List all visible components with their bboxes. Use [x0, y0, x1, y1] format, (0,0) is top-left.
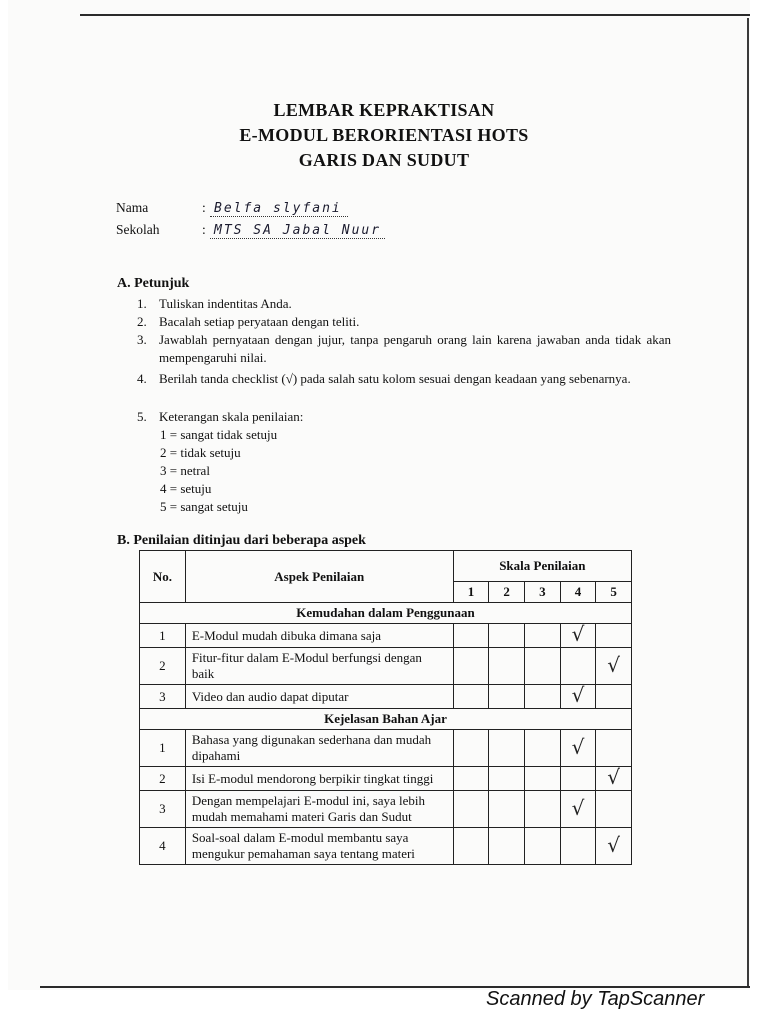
rating-cell-5[interactable] — [596, 828, 632, 865]
row-number: 1 — [140, 624, 186, 648]
scale-col-1: 1 — [453, 582, 489, 603]
row-aspect: Fitur-fitur dalam E-Modul berfungsi dengan baik — [185, 648, 453, 685]
scale-legend-item: 1 = sangat tidak setuju — [160, 427, 278, 442]
scale-col-2: 2 — [489, 582, 525, 603]
table-row — [140, 730, 632, 767]
row-aspect: Isi E-modul mendorong berpikir tingkat tinggi — [185, 767, 453, 791]
rating-cell-3[interactable] — [525, 624, 561, 648]
scale-legend-item: 2 = tidak setuju — [160, 445, 241, 460]
table-row — [140, 791, 632, 828]
rating-cell-4[interactable] — [560, 685, 596, 709]
instruction-item: 5. Keterangan skala penilaian: — [137, 409, 304, 424]
rating-cell-5[interactable] — [596, 791, 632, 828]
rating-cell-4[interactable] — [560, 624, 596, 648]
identity-school-label: Sekolah — [116, 222, 160, 237]
identity-school-value: MTS SA Jabal Nuur — [210, 223, 385, 239]
rating-cell-4[interactable] — [560, 828, 596, 865]
doc-title-line-2: E-MODUL BERORIENTASI HOTS — [239, 125, 529, 145]
rating-cell-2[interactable] — [489, 624, 525, 648]
scale-legend-item: 5 = sangat setuju — [160, 499, 248, 514]
rating-cell-2[interactable] — [489, 767, 525, 791]
row-number: 4 — [140, 828, 186, 865]
row-aspect: Video dan audio dapat diputar — [185, 685, 453, 709]
row-number: 2 — [140, 648, 186, 685]
instruction-item: 1. Tuliskan indentitas Anda. — [137, 296, 292, 311]
instruction-item: 4. Berilah tanda checklist (√) pada salah satu kolom sesuai dengan keadaan yang sebenarnya. — [137, 371, 631, 386]
rating-cell-2[interactable] — [489, 648, 525, 685]
rating-cell-3[interactable] — [525, 828, 561, 865]
row-aspect: Bahasa yang digunakan sederhana dan mudah dipahami — [185, 730, 453, 767]
col-header-scale: Skala Penilaian — [453, 551, 631, 582]
rating-cell-5[interactable] — [596, 730, 632, 767]
rating-cell-1[interactable] — [453, 730, 489, 767]
col-header-aspect: Aspek Penilaian — [185, 551, 453, 603]
scale-col-4: 4 — [560, 582, 596, 603]
rating-cell-2[interactable] — [489, 730, 525, 767]
identity-name-label: Nama — [116, 200, 149, 215]
checkmark-icon: √ — [571, 622, 585, 646]
section-a-heading: A. Petunjuk — [117, 276, 190, 291]
instruction-item: 3. Jawablah pernyataan dengan jujur, tanpa pengaruh orang lain karena jawaban anda tidak akan mempengaruhi nilai. — [137, 332, 671, 365]
table-group-row — [140, 709, 632, 730]
rating-cell-1[interactable] — [453, 828, 489, 865]
table-group-title: Kejelasan Bahan Ajar — [140, 709, 632, 730]
col-header-no: No. — [140, 551, 186, 603]
instruction-item: 2. Bacalah setiap peryataan dengan teliti. — [137, 314, 360, 329]
identity-school-row: Sekolah : MTS SA Jabal Nuur — [116, 222, 385, 239]
rating-cell-4[interactable] — [560, 648, 596, 685]
table-group-row — [140, 603, 632, 624]
rating-cell-1[interactable] — [453, 767, 489, 791]
rating-table-body — [140, 603, 632, 865]
scale-col-3: 3 — [525, 582, 561, 603]
rating-cell-3[interactable] — [525, 791, 561, 828]
checkmark-icon: √ — [607, 652, 621, 677]
rating-cell-5[interactable] — [596, 624, 632, 648]
checkmark-icon: √ — [571, 683, 585, 707]
rating-cell-1[interactable] — [453, 648, 489, 685]
rating-cell-4[interactable] — [560, 730, 596, 767]
table-group-title: Kemudahan dalam Penggunaan — [140, 603, 632, 624]
rating-table — [139, 550, 632, 865]
scanner-watermark: Scanned by TapScanner — [486, 988, 705, 1010]
rating-cell-3[interactable] — [525, 767, 561, 791]
identity-name-value: Belfa slyfani — [210, 201, 348, 217]
rating-cell-2[interactable] — [489, 685, 525, 709]
rating-cell-5[interactable] — [596, 685, 632, 709]
identity-name-row: Nama : Belfa slyfani — [116, 200, 348, 217]
doc-title-line-1: LEMBAR KEPRAKTISAN — [273, 100, 495, 120]
doc-title-line-3: GARIS DAN SUDUT — [298, 150, 470, 170]
table-row — [140, 648, 632, 685]
table-row — [140, 828, 632, 865]
rating-cell-3[interactable] — [525, 730, 561, 767]
row-number: 2 — [140, 767, 186, 791]
rating-cell-5[interactable] — [596, 767, 632, 791]
checkmark-icon: √ — [571, 734, 585, 759]
row-number: 3 — [140, 685, 186, 709]
scale-legend-item: 3 = netral — [160, 463, 210, 478]
rating-cell-2[interactable] — [489, 791, 525, 828]
rating-cell-4[interactable] — [560, 791, 596, 828]
row-aspect: Dengan mempelajari E-modul ini, saya lebih mudah memahami materi Garis dan Sudut — [185, 791, 453, 828]
row-aspect: Soal-soal dalam E-modul membantu saya mengukur pemahaman saya tentang materi — [185, 828, 453, 865]
row-number: 1 — [140, 730, 186, 767]
rating-cell-2[interactable] — [489, 828, 525, 865]
checkmark-icon: √ — [607, 765, 621, 789]
rating-cell-3[interactable] — [525, 648, 561, 685]
rating-cell-1[interactable] — [453, 685, 489, 709]
row-number: 3 — [140, 791, 186, 828]
rating-cell-4[interactable] — [560, 767, 596, 791]
section-b-heading: B. Penilaian ditinjau dari beberapa aspek — [117, 533, 366, 548]
rating-cell-3[interactable] — [525, 685, 561, 709]
rating-cell-1[interactable] — [453, 624, 489, 648]
scale-col-5: 5 — [596, 582, 632, 603]
checkmark-icon: √ — [607, 832, 621, 857]
page-edge-top — [80, 14, 750, 16]
table-row — [140, 685, 632, 709]
table-row — [140, 624, 632, 648]
checkmark-icon: √ — [571, 795, 585, 820]
scale-legend-item: 4 = setuju — [160, 481, 212, 496]
rating-cell-5[interactable] — [596, 648, 632, 685]
row-aspect: E-Modul mudah dibuka dimana saja — [185, 624, 453, 648]
table-row — [140, 767, 632, 791]
rating-cell-1[interactable] — [453, 791, 489, 828]
